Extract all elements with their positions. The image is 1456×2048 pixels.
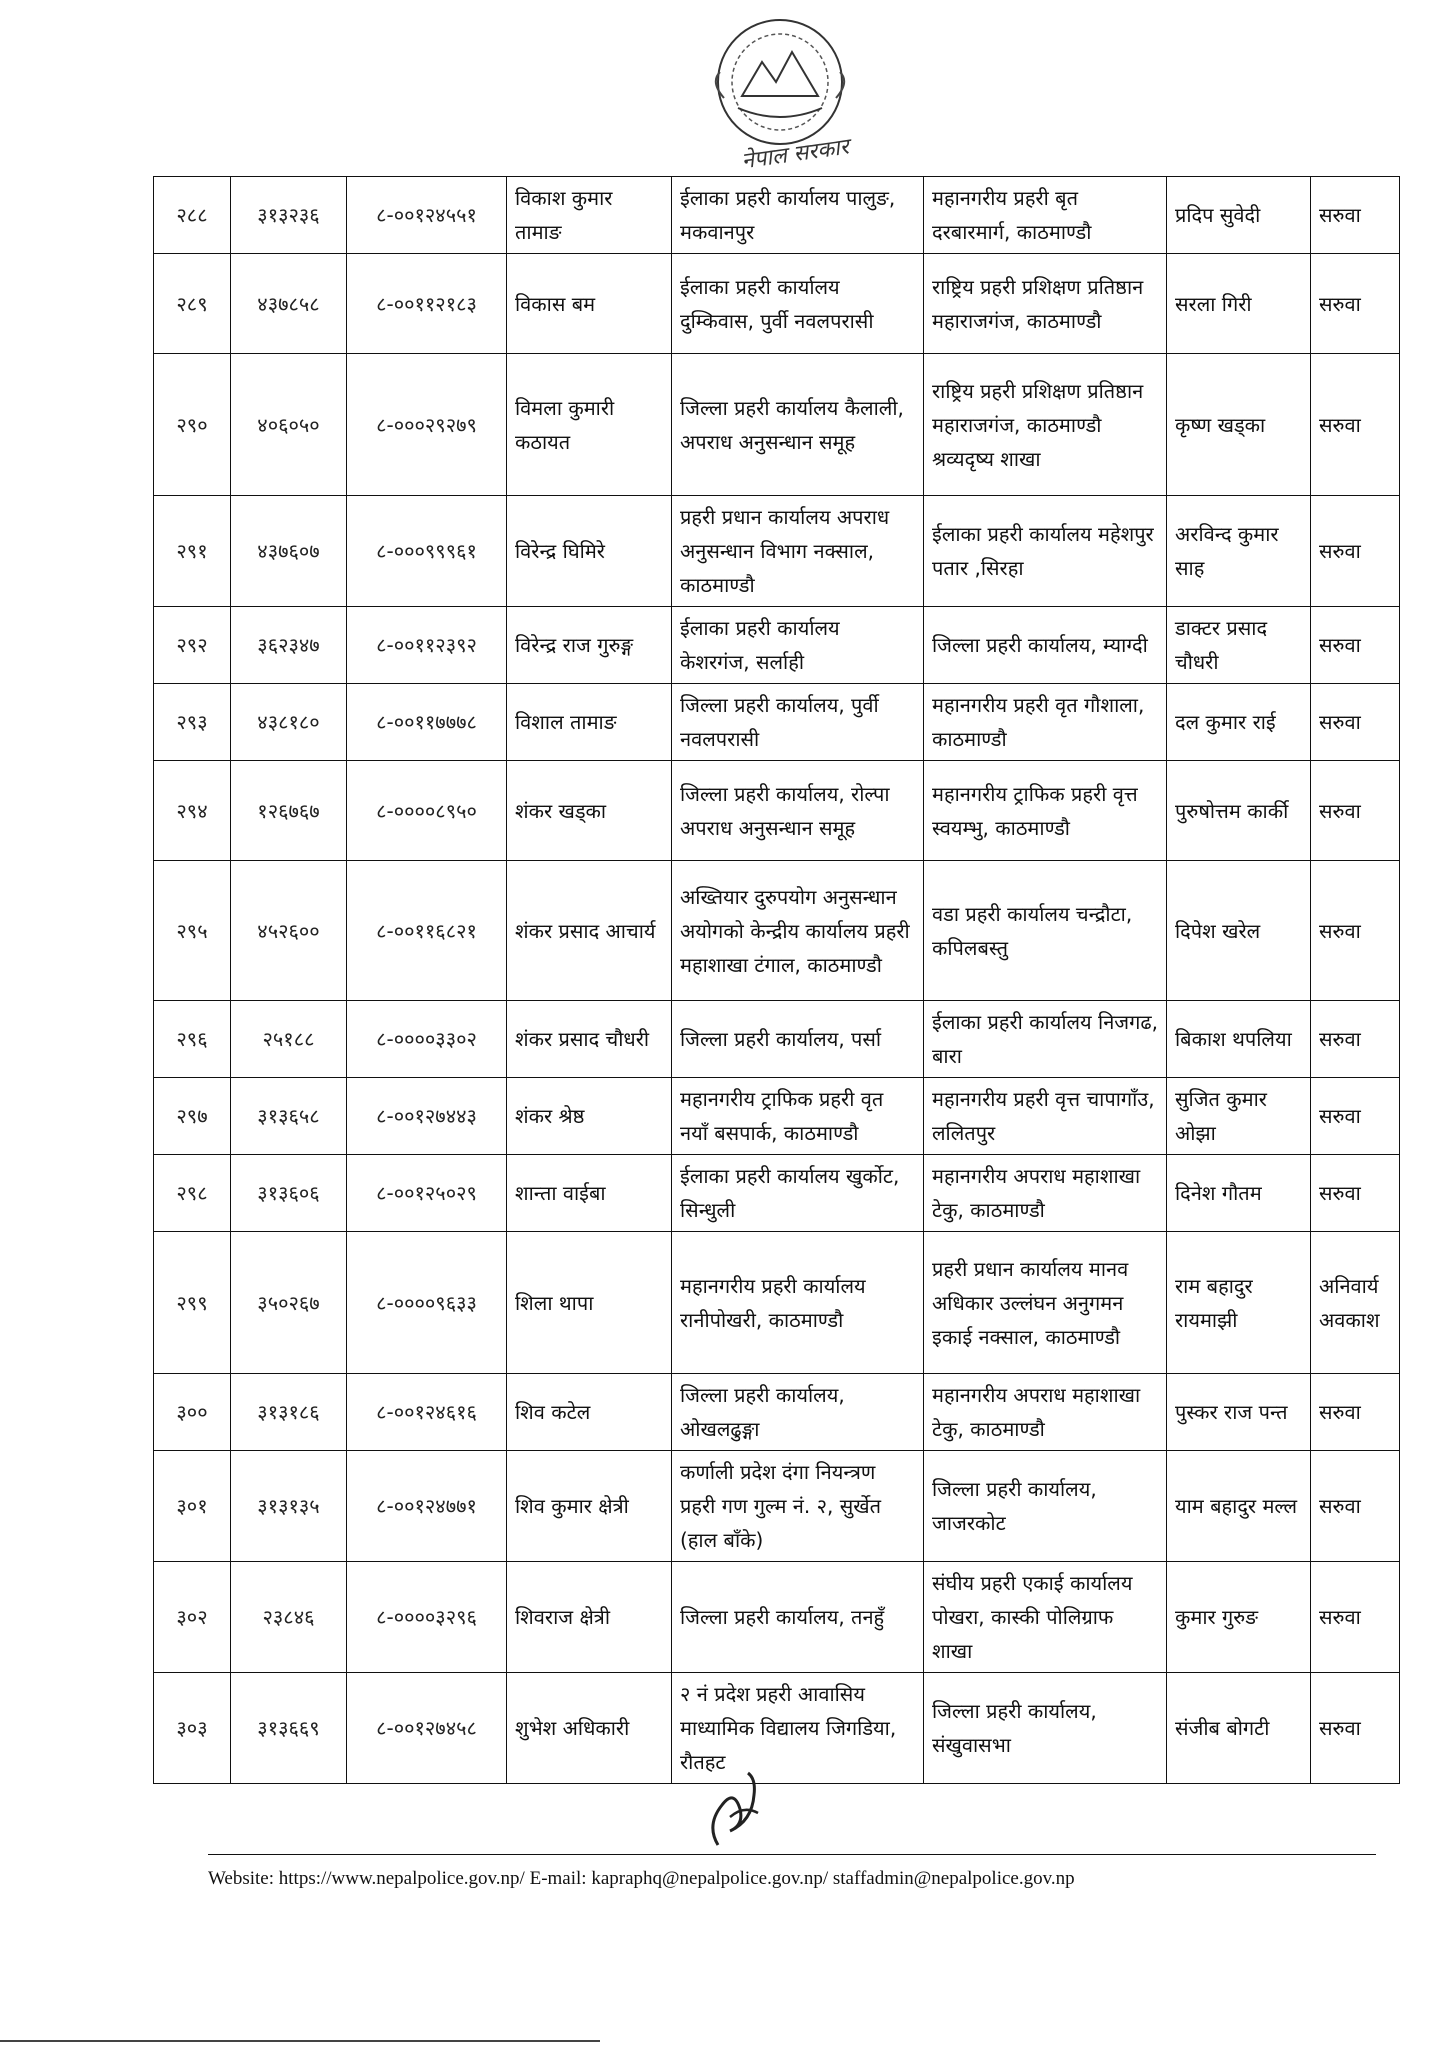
cell-num: ३१३६६९ (231, 1673, 347, 1784)
table-row (154, 761, 1400, 861)
cell-officer: प्रदिप सुवेदी (1167, 177, 1311, 254)
table-row (154, 684, 1400, 761)
cell-sn: २८९ (154, 254, 231, 354)
cell-num: ३१३२३६ (231, 177, 347, 254)
cell-officer: कुमार गुरुङ (1167, 1562, 1311, 1673)
cell-to: राष्ट्रिय प्रहरी प्रशिक्षण प्रतिष्ठान महाराजगंज, काठमाण्डौ श्रव्यदृष्य शाखा (924, 354, 1167, 496)
cell-num: ४५२६०० (231, 861, 347, 1001)
cell-name: विशाल तामाङ (507, 684, 672, 761)
cell-from: प्रहरी प्रधान कार्यालय अपराध अनुसन्धान विभाग नक्साल, काठमाण्डौ (672, 496, 924, 607)
cell-action: सरुवा (1311, 1078, 1400, 1155)
cell-num: ३१३१८६ (231, 1374, 347, 1451)
cell-officer: पुरुषोत्तम कार्की (1167, 761, 1311, 861)
cell-from: ईलाका प्रहरी कार्यालय खुर्कोट, सिन्धुली (672, 1155, 924, 1232)
cell-sn: २९४ (154, 761, 231, 861)
cell-officer: सरला गिरी (1167, 254, 1311, 354)
cell-from: महानगरीय ट्राफिक प्रहरी वृत नयाँ बसपार्क, काठमाण्डौ (672, 1078, 924, 1155)
cell-name: शिवराज क्षेत्री (507, 1562, 672, 1673)
cell-to: राष्ट्रिय प्रहरी प्रशिक्षण प्रतिष्ठान महाराजगंज, काठमाण्डौ (924, 254, 1167, 354)
cell-to: महानगरीय प्रहरी बृत दरबारमार्ग, काठमाण्डौ (924, 177, 1167, 254)
cell-sn: २८८ (154, 177, 231, 254)
table-row (154, 1232, 1400, 1374)
cell-sn: २९३ (154, 684, 231, 761)
seal-label: नेपाल सरकार (740, 134, 851, 175)
table-row (154, 496, 1400, 607)
cell-num: ३१३१३५ (231, 1451, 347, 1562)
cell-to: जिल्ला प्रहरी कार्यालय, म्याग्दी (924, 607, 1167, 684)
cell-num: ३५०२६७ (231, 1232, 347, 1374)
cell-from: ईलाका प्रहरी कार्यालय पालुङ, मकवानपुर (672, 177, 924, 254)
cell-code: ८-००११६८२१ (347, 861, 507, 1001)
table-row (154, 177, 1400, 254)
table-row (154, 354, 1400, 496)
cell-name: विमला कुमारी कठायत (507, 354, 672, 496)
cell-name: शिव कुमार क्षेत्री (507, 1451, 672, 1562)
cell-to: ईलाका प्रहरी कार्यालय महेशपुर पतार ,सिरहा (924, 496, 1167, 607)
cell-action: सरुवा (1311, 1001, 1400, 1078)
cell-from: जिल्ला प्रहरी कार्यालय, पुर्वी नवलपरासी (672, 684, 924, 761)
cell-code: ८-००१२४७७१ (347, 1451, 507, 1562)
table-row (154, 254, 1400, 354)
cell-to: महानगरीय ट्राफिक प्रहरी वृत्त स्वयम्भु, काठमाण्डौ (924, 761, 1167, 861)
cell-officer: अरविन्द कुमार साह (1167, 496, 1311, 607)
cell-action: सरुवा (1311, 607, 1400, 684)
cell-to: महानगरीय प्रहरी वृत गौशाला, काठमाण्डौ (924, 684, 1167, 761)
cell-name: विरेन्द्र राज गुरुङ्ग (507, 607, 672, 684)
cell-from: महानगरीय प्रहरी कार्यालय रानीपोखरी, काठमाण्डौ (672, 1232, 924, 1374)
table-row (154, 607, 1400, 684)
cell-sn: २९७ (154, 1078, 231, 1155)
table-row (154, 1001, 1400, 1078)
cell-officer: दल कुमार राई (1167, 684, 1311, 761)
cell-to: महानगरीय अपराध महाशाखा टेकु, काठमाण्डौ (924, 1155, 1167, 1232)
cell-name: विरेन्द्र घिमिरे (507, 496, 672, 607)
table-row (154, 1078, 1400, 1155)
cell-name: विकाश कुमार तामाङ (507, 177, 672, 254)
cell-sn: २९८ (154, 1155, 231, 1232)
cell-from: जिल्ला प्रहरी कार्यालय, तनहुँ (672, 1562, 924, 1673)
cell-code: ८-००००८९५० (347, 761, 507, 861)
cell-code: ८-००१२७४४३ (347, 1078, 507, 1155)
cell-officer: बिकाश थपलिया (1167, 1001, 1311, 1078)
cell-from: २ नं प्रदेश प्रहरी आवासिय माध्यामिक विद्यालय जिगडिया, रौतहट (672, 1673, 924, 1784)
cell-sn: २९६ (154, 1001, 231, 1078)
cell-action: सरुवा (1311, 1562, 1400, 1673)
cell-action: अनिवार्य अवकाश (1311, 1232, 1400, 1374)
cell-from: जिल्ला प्रहरी कार्यालय, रोल्पा अपराध अनुसन्धान समूह (672, 761, 924, 861)
cell-sn: २९९ (154, 1232, 231, 1374)
cell-code: ८-००११७७७८ (347, 684, 507, 761)
cell-code: ८-००००३२९६ (347, 1562, 507, 1673)
cell-from: जिल्ला प्रहरी कार्यालय, ओखलढुङ्गा (672, 1374, 924, 1451)
cell-from: जिल्ला प्रहरी कार्यालय, पर्सा (672, 1001, 924, 1078)
cell-officer: दिनेश गौतम (1167, 1155, 1311, 1232)
cell-sn: २९५ (154, 861, 231, 1001)
cell-to: ईलाका प्रहरी कार्यालय निजगढ, बारा (924, 1001, 1167, 1078)
cell-num: १२६७६७ (231, 761, 347, 861)
cell-action: सरुवा (1311, 177, 1400, 254)
cell-sn: ३०२ (154, 1562, 231, 1673)
cell-code: ८-००००३३०२ (347, 1001, 507, 1078)
cell-code: ८-००१२५०२९ (347, 1155, 507, 1232)
cell-sn: ३०० (154, 1374, 231, 1451)
footer-contact: Website: https://www.nepalpolice.gov.np/ E-mail: kapraphq@nepalpolice.gov.np/ staffadmin@nepalpolice.gov.np (208, 1868, 1075, 1889)
cell-code: ८-००१२४५५१ (347, 177, 507, 254)
table-row (154, 1155, 1400, 1232)
cell-sn: ३०३ (154, 1673, 231, 1784)
cell-num: ३१३६०६ (231, 1155, 347, 1232)
cell-to: जिल्ला प्रहरी कार्यालय, जाजरकोट (924, 1451, 1167, 1562)
cell-officer: याम बहादुर मल्ल (1167, 1451, 1311, 1562)
cell-num: २५१८८ (231, 1001, 347, 1078)
cell-action: सरुवा (1311, 254, 1400, 354)
cell-officer: पुस्कर राज पन्त (1167, 1374, 1311, 1451)
cell-to: महानगरीय अपराध महाशाखा टेकु, काठमाण्डौ (924, 1374, 1167, 1451)
cell-officer: राम बहादुर रायमाझी (1167, 1232, 1311, 1374)
cell-to: प्रहरी प्रधान कार्यालय मानव अधिकार उल्लंघन अनुगमन इकाई नक्साल, काठमाण्डौ (924, 1232, 1167, 1374)
cell-action: सरुवा (1311, 1374, 1400, 1451)
table-row (154, 1374, 1400, 1451)
cell-num: ३६२३४७ (231, 607, 347, 684)
cell-code: ८-००१२७४५८ (347, 1673, 507, 1784)
cell-officer: कृष्ण खड्का (1167, 354, 1311, 496)
cell-code: ८-००११२३९२ (347, 607, 507, 684)
page-edge (0, 2040, 600, 2042)
cell-officer: संजीब बोगटी (1167, 1673, 1311, 1784)
cell-to: जिल्ला प्रहरी कार्यालय, संखुवासभा (924, 1673, 1167, 1784)
cell-sn: ३०१ (154, 1451, 231, 1562)
cell-code: ८-००११२१८३ (347, 254, 507, 354)
cell-action: सरुवा (1311, 1155, 1400, 1232)
cell-name: शंकर श्रेष्ठ (507, 1078, 672, 1155)
cell-num: २३८४६ (231, 1562, 347, 1673)
cell-officer: डाक्टर प्रसाद चौधरी (1167, 607, 1311, 684)
cell-code: ८-०००९९९६१ (347, 496, 507, 607)
cell-action: सरुवा (1311, 1673, 1400, 1784)
cell-from: जिल्ला प्रहरी कार्यालय कैलाली, अपराध अनुसन्धान समूह (672, 354, 924, 496)
cell-name: शंकर प्रसाद चौधरी (507, 1001, 672, 1078)
cell-num: ३१३६५८ (231, 1078, 347, 1155)
cell-action: सरुवा (1311, 861, 1400, 1001)
table-row (154, 1673, 1400, 1784)
cell-num: ४३७६०७ (231, 496, 347, 607)
table-row (154, 861, 1400, 1001)
cell-name: शंकर प्रसाद आचार्य (507, 861, 672, 1001)
cell-action: सरुवा (1311, 496, 1400, 607)
cell-sn: २९२ (154, 607, 231, 684)
cell-officer: सुजित कुमार ओझा (1167, 1078, 1311, 1155)
cell-action: सरुवा (1311, 1451, 1400, 1562)
cell-num: ४०६०५० (231, 354, 347, 496)
signature (700, 1765, 770, 1855)
cell-to: संघीय प्रहरी एकाई कार्यालय पोखरा, कास्की पोलिग्राफ शाखा (924, 1562, 1167, 1673)
cell-name: शंकर खड्का (507, 761, 672, 861)
cell-from: ईलाका प्रहरी कार्यालय दुम्किवास, पुर्वी नवलपरासी (672, 254, 924, 354)
footer-rule (208, 1854, 1376, 1855)
cell-name: शान्ता वाईबा (507, 1155, 672, 1232)
cell-num: ४३८१८० (231, 684, 347, 761)
cell-to: महानगरीय प्रहरी वृत्त चापागाँउ, ललितपुर (924, 1078, 1167, 1155)
personnel-table (153, 176, 1400, 1784)
cell-action: सरुवा (1311, 354, 1400, 496)
cell-from: ईलाका प्रहरी कार्यालय केशरगंज, सर्लाही (672, 607, 924, 684)
cell-code: ८-००००९६३३ (347, 1232, 507, 1374)
cell-from: अख्तियार दुरुपयोग अनुसन्धान अयोगको केन्द्रीय कार्यालय प्रहरी महाशाखा टंगाल, काठमाण्डौ (672, 861, 924, 1001)
cell-officer: दिपेश खरेल (1167, 861, 1311, 1001)
cell-name: शिव कटेल (507, 1374, 672, 1451)
cell-name: शिला थापा (507, 1232, 672, 1374)
cell-name: शुभेश अधिकारी (507, 1673, 672, 1784)
cell-from: कर्णाली प्रदेश दंगा नियन्त्रण प्रहरी गण गुल्म नं. २, सुर्खेत (हाल बाँके) (672, 1451, 924, 1562)
cell-num: ४३७८५८ (231, 254, 347, 354)
cell-sn: २९१ (154, 496, 231, 607)
cell-code: ८-००१२४६१६ (347, 1374, 507, 1451)
cell-action: सरुवा (1311, 761, 1400, 861)
table-row (154, 1562, 1400, 1673)
cell-action: सरुवा (1311, 684, 1400, 761)
table-body (154, 177, 1400, 1784)
cell-code: ८-०००२९२७९ (347, 354, 507, 496)
cell-name: विकास बम (507, 254, 672, 354)
table-row (154, 1451, 1400, 1562)
cell-sn: २९० (154, 354, 231, 496)
cell-to: वडा प्रहरी कार्यालय चन्द्रौटा, कपिलबस्तु (924, 861, 1167, 1001)
